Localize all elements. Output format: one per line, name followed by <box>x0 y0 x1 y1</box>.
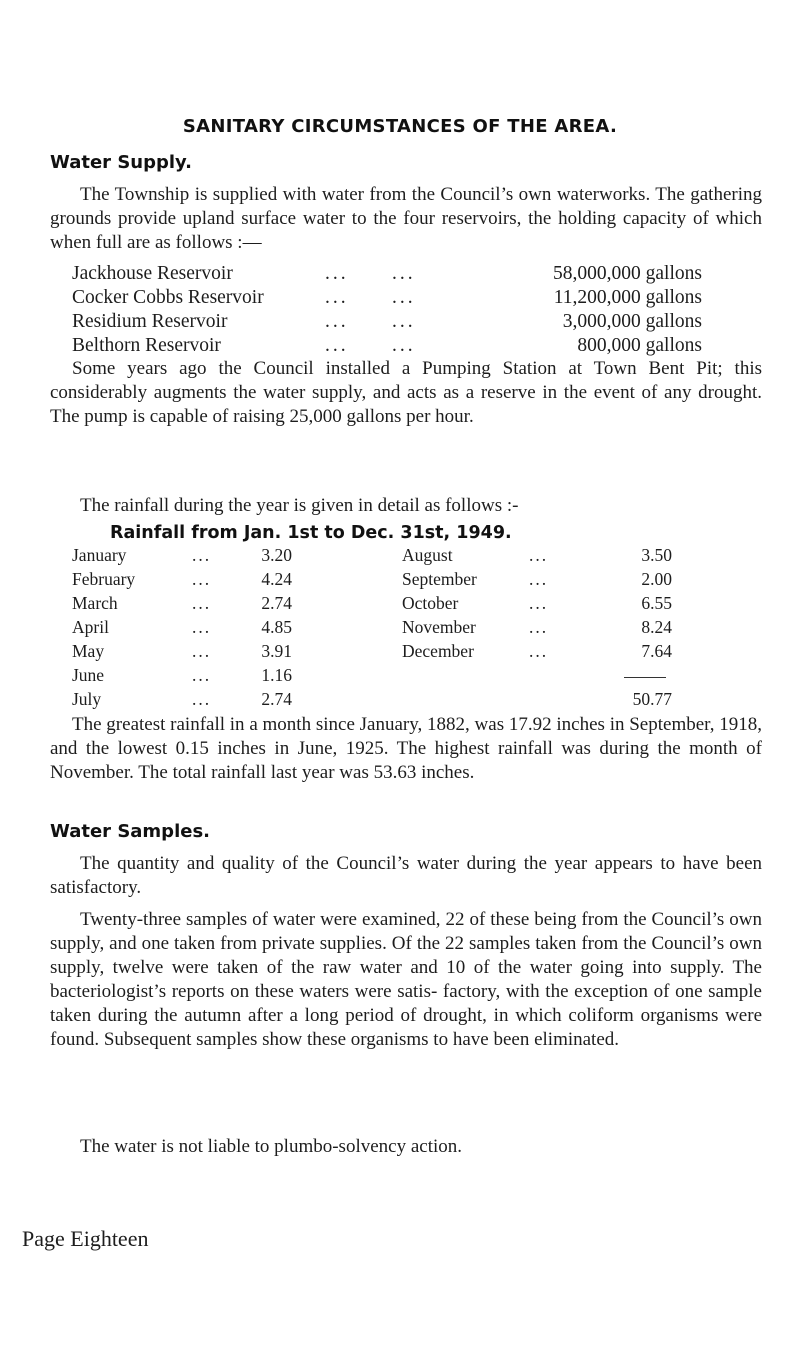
water-supply-heading: Water Supply. <box>50 152 192 173</box>
month-label: March <box>72 593 118 613</box>
leader-dots: ... <box>192 545 212 565</box>
rainfall-value: 3.50 <box>641 545 672 565</box>
rainfall-row <box>72 641 692 665</box>
reservoir-row <box>72 287 702 311</box>
total-rule <box>624 677 666 678</box>
leader-dots: ... <box>192 617 212 637</box>
month-label: January <box>72 545 127 565</box>
pumping-station-paragraph: Some years ago the Council installed a Pumping Station at Town Bent Pit; this considerably augments the water supply, and acts as a reserve in the event of any drought. The pump is capable of raising 25,000 gallons per hour. <box>50 358 762 427</box>
month-label: February <box>72 569 136 589</box>
leader-dots: ... <box>325 335 349 356</box>
leader-dots: ... <box>392 263 416 284</box>
rainfall-value: 4.85 <box>261 617 292 637</box>
leader-dots: ... <box>192 665 212 685</box>
leader-dots: ... <box>392 287 416 308</box>
reservoir-capacity: 3,000,000 gallons <box>562 311 702 332</box>
reservoir-list <box>72 263 702 359</box>
leader-dots: ... <box>192 569 212 589</box>
rainfall-value: 2.00 <box>641 569 672 589</box>
reservoir-name: Residium Reservoir <box>72 311 228 332</box>
water-samples-paragraph-1: The quantity and quality of the Council’s water during the year appears to have been satisfactory. <box>50 853 762 898</box>
reservoir-name: Belthorn Reservoir <box>72 335 221 356</box>
leader-dots: ... <box>529 641 549 661</box>
rainfall-total: 50.77 <box>632 689 672 709</box>
rainfall-value: 3.91 <box>261 641 292 661</box>
leader-dots: ... <box>529 617 549 637</box>
leader-dots: ... <box>392 335 416 356</box>
rainfall-value: 1.16 <box>261 665 292 685</box>
leader-dots: ... <box>529 593 549 613</box>
month-label: August <box>402 545 453 565</box>
leader-dots: ... <box>392 311 416 332</box>
water-supply-intro: The Township is supplied with water from the Council’s own waterworks. The gathering grounds provide upland surface water to the four reservoirs, the holding capacity of which when full are as follows :— <box>50 184 762 253</box>
rainfall-row <box>72 569 692 593</box>
rainfall-value: 8.24 <box>641 617 672 637</box>
month-label: May <box>72 641 105 661</box>
month-label: December <box>402 641 474 661</box>
rainfall-row <box>72 593 692 617</box>
reservoir-row <box>72 311 702 335</box>
rainfall-value: 7.64 <box>641 641 672 661</box>
rainfall-value: 2.74 <box>261 689 292 709</box>
reservoir-name: Jackhouse Reservoir <box>72 263 233 284</box>
reservoir-row <box>72 335 702 359</box>
rainfall-table-title: Rainfall from Jan. 1st to Dec. 31st, 1949. <box>110 523 512 543</box>
leader-dots: ... <box>325 311 349 332</box>
rainfall-intro: The rainfall during the year is given in detail as follows :- <box>80 495 519 516</box>
rainfall-value: 6.55 <box>641 593 672 613</box>
month-label: November <box>402 617 476 637</box>
page-number: Page Eighteen <box>22 1226 149 1251</box>
leader-dots: ... <box>192 689 212 709</box>
rainfall-row <box>72 665 692 689</box>
rainfall-summary: The greatest rainfall in a month since January, 1882, was 17.92 inches in September, 1918, and the lowest 0.15 inches in June, 1925. The highest rainfall was during the month of November. The total rainfall last year was 53.63 inches. <box>50 714 762 783</box>
leader-dots: ... <box>529 545 549 565</box>
rainfall-row <box>72 689 692 713</box>
water-samples-paragraph-3: The water is not liable to plumbo-solvency action. <box>80 1136 463 1157</box>
month-label: April <box>72 617 109 637</box>
month-label: July <box>72 689 102 709</box>
leader-dots: ... <box>529 569 549 589</box>
month-label: June <box>72 665 105 685</box>
rainfall-value: 2.74 <box>261 593 292 613</box>
water-samples-heading: Water Samples. <box>50 821 210 842</box>
rainfall-table <box>72 545 692 713</box>
rainfall-value: 3.20 <box>261 545 292 565</box>
page-title: SANITARY CIRCUMSTANCES OF THE AREA. <box>182 116 618 137</box>
reservoir-name: Cocker Cobbs Reservoir <box>72 287 264 308</box>
rainfall-row <box>72 545 692 569</box>
reservoir-capacity: 11,200,000 gallons <box>553 287 702 308</box>
water-samples-paragraph-2: Twenty-three samples of water were examined, 22 of these being from the Council’s own supply, and one taken from private supplies. Of the 22 samples taken from the Council’s own supply, twelve were taken of the raw water and 10 of the water going into supply. The bacteriologist’s reports on these waters were satis- factory, with the exception of one sample taken during the autumn after a long period of drought, in which coliform organisms were found. Subsequent samples show these organisms to have been eliminated. <box>50 909 762 1050</box>
reservoir-row <box>72 263 702 287</box>
month-label: September <box>402 569 477 589</box>
rainfall-row <box>72 617 692 641</box>
reservoir-capacity: 58,000,000 gallons <box>553 263 702 284</box>
leader-dots: ... <box>325 287 349 308</box>
leader-dots: ... <box>325 263 349 284</box>
leader-dots: ... <box>192 593 212 613</box>
rainfall-value: 4.24 <box>261 569 292 589</box>
reservoir-capacity: 800,000 gallons <box>577 335 702 356</box>
leader-dots: ... <box>192 641 212 661</box>
month-label: October <box>402 593 459 613</box>
